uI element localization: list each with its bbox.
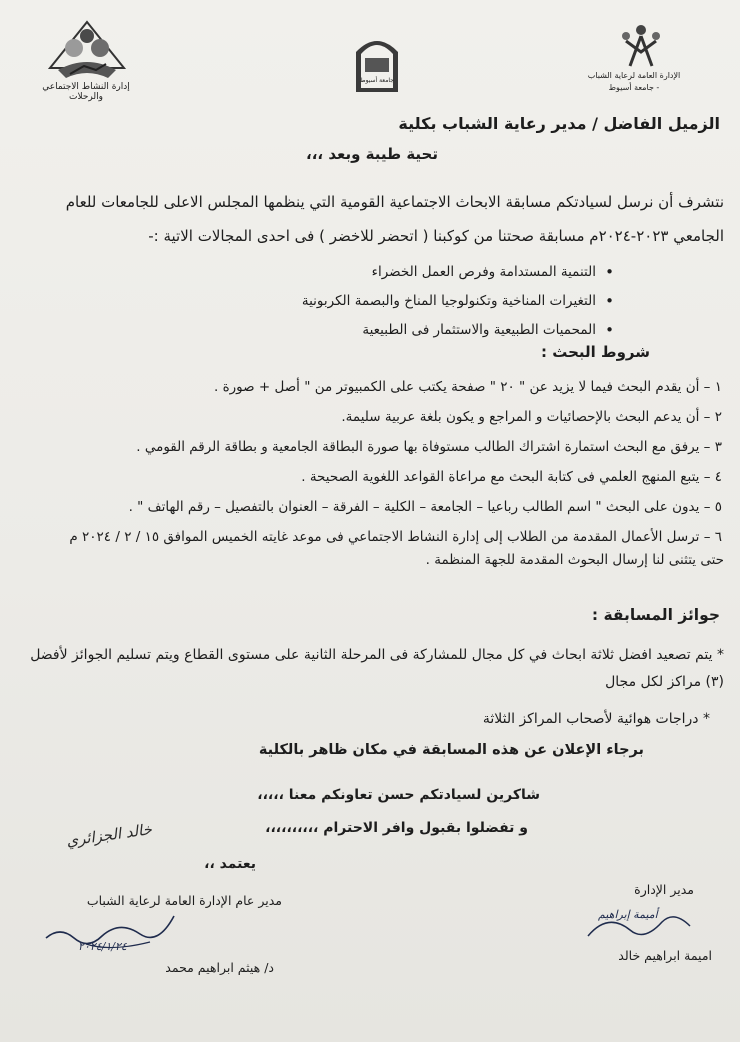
university-logo <box>352 34 402 94</box>
left-signature-date: ٢٠٢٤/١/٢٤ <box>78 940 127 953</box>
left-signatory-title: مدير عام الإدارة العامة لرعاية الشباب <box>86 893 282 908</box>
greeting: تحية طيبة وبعد ،،، <box>306 145 438 163</box>
field-item: • المحميات الطبيعية والاستثمار فى الطبيعية <box>134 316 614 345</box>
right-signatory-name: اميمة ابراهيم خالد <box>618 948 712 963</box>
left-signature <box>40 908 180 958</box>
thanks-line: شاكرين لسيادتكم حسن تعاونكم معنا ،،،،، <box>257 787 540 803</box>
field-item: • التنمية المستدامة وفرص العمل الخضراء <box>134 258 614 287</box>
margin-note-handwritten: خالد الجزائري <box>65 820 153 850</box>
condition-item: ٦ – ترسل الأعمال المقدمة من الطلاب إلى إدارة النشاط الاجتماعي فى موعد غايته الخميس الموافق ١٥ / ٢ / ٢٠٢٤ م <box>69 529 722 545</box>
university-logo-text: جامعة أسيوط <box>360 77 394 84</box>
right-logo-caption: الإدارة العامة لرعاية الشباب - جامعة أسيوط <box>587 71 681 92</box>
intro-paragraph: نتشرف أن نرسل لسيادتكم مسابقة الابحاث الاجتماعية القومية التي ينظمها المجلس الاعلى للجامعات للعام الجامعي ٢٠٢٣-٢٠٢٤م مسابقة صحتنا من كوكبنا ( اتحضر للاخضر ) فى احدى المجالات الاتية :- <box>65 193 724 245</box>
announcement: برجاء الإعلان عن هذه المسابقة في مكان ظاهر بالكلية <box>258 742 644 758</box>
condition-item: ٢ – أن يدعم البحث بالإحصائيات و المراجع و يكون بلغة عربية سليمة. <box>341 409 722 425</box>
left-logo-caption: إدارة النشاط الاجتماعي والرحلات <box>42 82 130 102</box>
closing-note: حتى يتثنى لنا إرسال البحوث المقدمة للجهة المنظمة . <box>425 552 724 568</box>
prizes-list <box>16 642 724 733</box>
condition-item: ١ – أن يقدم البحث فيما لا يزيد عن " ٢٠ " صفحة يكتب على الكمبيوتر من " أصل + صورة . <box>213 379 722 395</box>
left-signatory-name: د/ هيثم ابراهيم محمد <box>165 960 274 975</box>
right-signature-text: أميمة إبراهيم <box>598 908 658 921</box>
conditions-title: شروط البحث : <box>540 343 650 361</box>
right-signatory-title: مدير الإدارة <box>634 882 694 897</box>
addressee: الزميل الفاضل / مدير رعاية الشباب بكلية <box>398 114 720 133</box>
prize-item: * دراجات هوائية لأصحاب المراكز الثلاثة <box>482 711 710 727</box>
condition-item: ٥ – يدون على البحث " اسم الطالب رباعيا – الجامعة – الكلية – الفرقة – العنوان بالتفصيل – رقم الهاتف " . <box>128 499 722 515</box>
fields-list <box>134 258 614 345</box>
prize-item: * يتم تصعيد افضل ثلاثة ابحاث في كل مجال للمشاركة فى المرحلة الثانية على مستوى القطاع ويتم تسليم الجوائز لأفضل (٣) مراكز لكل مجال <box>30 647 724 690</box>
conditions-list <box>22 372 722 552</box>
respect-line: و تفضلوا بقبول وافر الاحترام ،،،،،،،،،، <box>265 820 528 836</box>
right-signature <box>578 902 698 948</box>
youth-welfare-logo <box>608 22 674 72</box>
prizes-title: جوائز المسابقة : <box>591 606 720 624</box>
condition-item: ٤ – يتبع المنهج العلمي فى كتابة البحث مع مراعاة القواعد اللغوية الصحيحة . <box>301 469 722 485</box>
approved-label: يعتمد ،، <box>204 856 256 872</box>
condition-item: ٣ – يرفق مع البحث استمارة اشتراك الطالب مستوفاة بها صورة البطاقة الجامعية و بطاقة الرقم القومي . <box>136 439 722 455</box>
field-item: • التغيرات المناخية وتكنولوجيا المناخ والبصمة الكربونية <box>134 287 614 316</box>
